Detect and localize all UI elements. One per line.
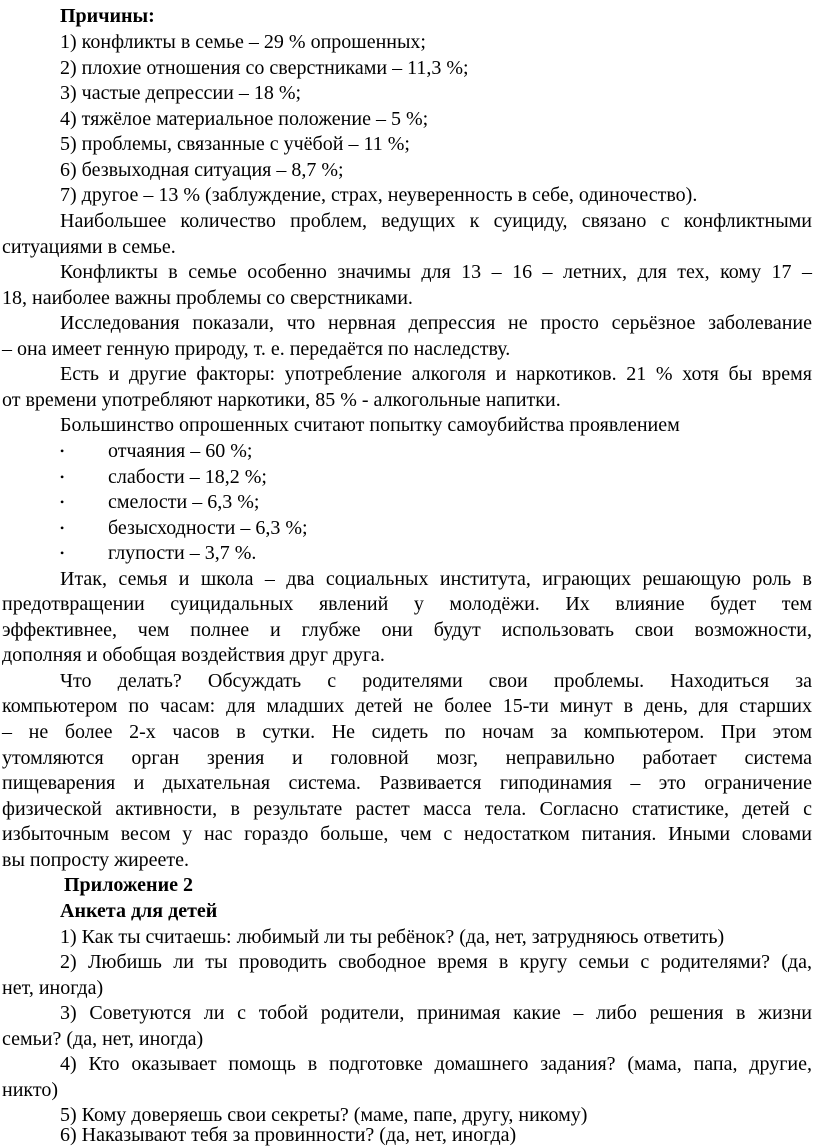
- paragraph-line: компьютером по часам: для младших детей не более 15-ти минут в день, для старших: [2, 695, 812, 717]
- paragraph-line: утомляются орган зрения и головной мозг, неправильно работает система: [2, 747, 812, 769]
- cause-item: 2) плохие отношения со сверстниками – 11,3 %;: [60, 57, 469, 79]
- paragraph-line: дополняя и обобщая воздействия друг друга.: [2, 644, 385, 666]
- paragraph-line: вы попросту жиреете.: [2, 849, 190, 871]
- list-item: слабости – 18,2 %;: [108, 466, 267, 488]
- question: никто): [2, 1079, 58, 1101]
- list-item: смелости – 6,3 %;: [108, 491, 260, 513]
- paragraph-line: пищеварения и дыхательная система. Развивается гиподинамия – это ограничение: [2, 772, 812, 794]
- paragraph-line: Что делать? Обсуждать с родителями свои проблемы. Находиться за: [60, 670, 812, 692]
- bullet-icon: •: [60, 470, 65, 484]
- paragraph-line: Есть и другие факторы: употребление алкоголя и наркотиков. 21 % хотя бы время: [60, 363, 812, 385]
- question: 1) Как ты считаешь: любимый ли ты ребёнок? (да, нет, затрудняюсь ответить): [60, 926, 725, 948]
- question: 2) Любишь ли ты проводить свободное время в кругу семьи с родителями? (да,: [60, 951, 812, 973]
- cause-item: 6) безвыходная ситуация – 8,7 %;: [60, 159, 344, 181]
- question: 5) Кому доверяешь свои секреты? (маме, папе, другу, никому): [60, 1104, 588, 1126]
- paragraph-line: – она имеет генную природу, т. е. передаётся по наследству.: [2, 338, 511, 360]
- paragraph-line: 18, наиболее важны проблемы со сверстниками.: [2, 287, 413, 309]
- paragraph-line: – не более 2-х часов в сутки. Не сидеть по ночам за компьютером. При этом: [2, 721, 812, 743]
- bullet-icon: •: [60, 546, 65, 560]
- cause-item: 7) другое – 13 % (заблуждение, страх, неуверенность в себе, одиночество).: [60, 184, 698, 206]
- paragraph-line: избыточным весом у нас гораздо больше, чем с недостатком питания. Иными словами: [2, 823, 812, 845]
- appendix-subtitle: Анкета для детей: [60, 900, 218, 922]
- cause-item: 1) конфликты в семье – 29 % опрошенных;: [60, 31, 426, 53]
- paragraph-line: Наибольшее количество проблем, ведущих к суициду, связано с конфликтными: [60, 210, 812, 232]
- bullet-icon: •: [60, 495, 65, 509]
- list-item: глупости – 3,7 %.: [108, 542, 257, 564]
- question: 4) Кто оказывает помощь в подготовке домашнего задания? (мама, папа, другие,: [60, 1053, 812, 1075]
- paragraph-line: Итак, семья и школа – два социальных института, играющих решающую роль в: [60, 568, 812, 590]
- list-item: безысходности – 6,3 %;: [108, 517, 308, 539]
- list-item: отчаяния – 60 %;: [108, 440, 253, 462]
- causes-title: Причины:: [60, 5, 155, 27]
- paragraph-line: предотвращении суицидальных явлений у молодёжи. Их влияние будет тем: [2, 593, 812, 615]
- paragraph-line: ситуациями в семье.: [2, 236, 176, 258]
- question: семьи? (да, нет, иногда): [2, 1028, 204, 1050]
- paragraph-line: Конфликты в семье особенно значимы для 13 – 16 – летних, для тех, кому 17 –: [60, 261, 812, 283]
- question: нет, иногда): [2, 977, 104, 999]
- cause-item: 3) частые депрессии – 18 %;: [60, 82, 302, 104]
- paragraph-line: эффективнее, чем полнее и глубже они будут использовать свои возможности,: [2, 619, 812, 641]
- question: 3) Советуются ли с тобой родители, принимая какие – либо решения в жизни: [60, 1002, 812, 1024]
- cause-item: 4) тяжёлое материальное положение – 5 %;: [60, 108, 429, 130]
- question: 6) Наказывают тебя за провинности? (да, нет, иногда): [60, 1124, 517, 1146]
- paragraph-line: Большинство опрошенных считают попытку самоубийства проявлением: [60, 414, 680, 436]
- paragraph-line: Исследования показали, что нервная депрессия не просто серьёзное заболевание: [60, 312, 812, 334]
- paragraph-line: физической активности, в результате растет масса тела. Согласно статистике, детей с: [2, 798, 812, 820]
- cause-item: 5) проблемы, связанные с учёбой – 11 %;: [60, 133, 410, 155]
- bullet-icon: •: [60, 444, 65, 458]
- appendix-title: Приложение 2: [64, 874, 193, 896]
- paragraph-line: от времени употребляют наркотики, 85 % - алкогольные напитки.: [2, 389, 561, 411]
- bullet-icon: •: [60, 521, 65, 535]
